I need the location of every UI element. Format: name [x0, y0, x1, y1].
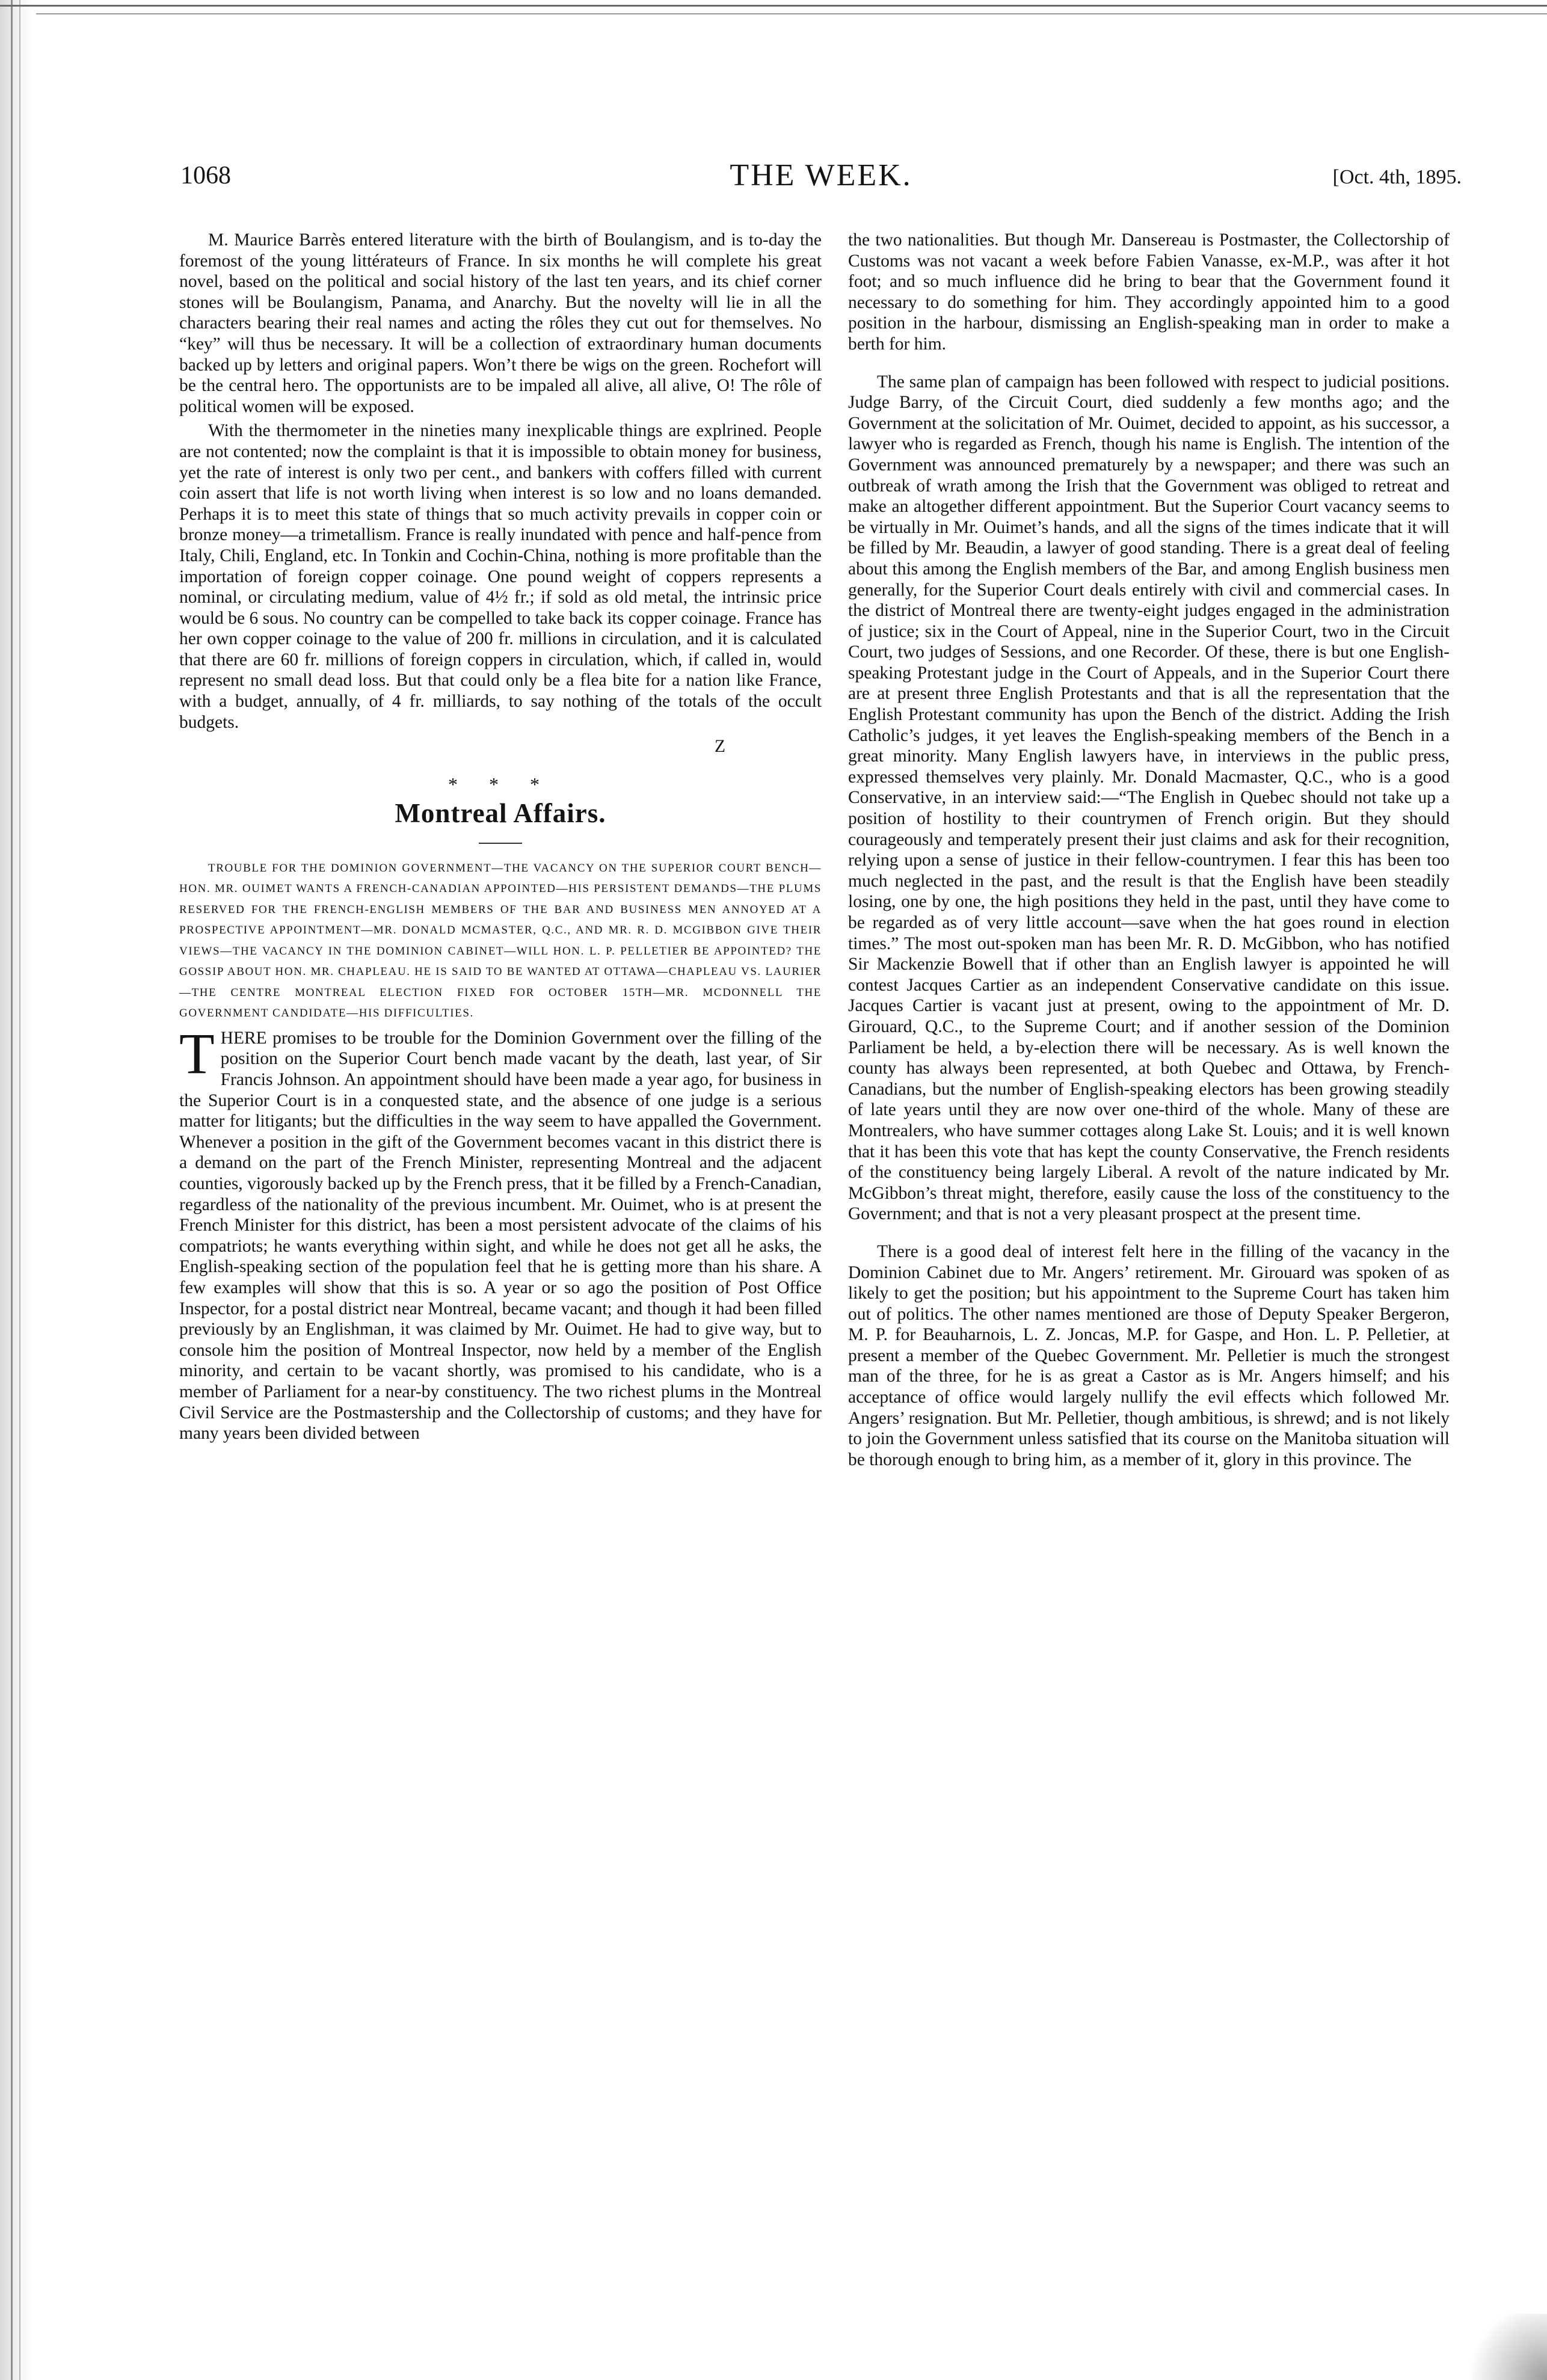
title-rule — [479, 843, 522, 844]
scan-corner-smudge — [1457, 2314, 1547, 2380]
section-separator: * * * — [448, 773, 553, 795]
issue-date: [Oct. 4th, 1895. — [1332, 166, 1462, 188]
left-column — [179, 230, 822, 1444]
page-number: 1068 — [180, 162, 231, 189]
masthead — [180, 158, 1462, 200]
publication-title: THE WEEK. — [730, 158, 912, 192]
drop-cap: T — [179, 1021, 215, 1086]
right-column — [848, 230, 1450, 1470]
scan-top-rule — [0, 5, 1547, 7]
binding-line — [11, 0, 13, 2380]
paragraph: M. Maurice Barrès entered literature with the birth of Boulangism, and is to-day the foremost of the young littérateurs of France. In six months he will complete his great novel, based on the political and social history of the last ten years, and its chief corner stones will be Boulangism, Panama, and Anarchy. But the novelty will lie in all the characters bearing their real names and acting the rôles they cut out for themselves. No “key” will thus be necessary. It will be a collection of extraordinary human documents backed up by letters and original papers. Won’t there be wigs on the green. Rochefort will be the central hero. The opportunists are to be impaled all alive, all alive, O! The rôle of political women will be exposed. — [179, 230, 822, 416]
article-opening — [179, 1021, 822, 1444]
article-summary: TROUBLE FOR THE DOMINION GOVERNMENT—THE VACANCY ON THE SUPERIOR COURT BENCH—HON. MR. OUIMET WANTS A FRENCH-CANADIAN APPOINTED—HIS PERSISTENT DEMANDS—THE PLUMS RESERVED FOR THE FRENCH-ENGLISH MEMBERS OF THE BAR AND BUSINESS MEN ANNOYED AT A PROSPECTIVE APPOINTMENT—MR. DONALD MCMASTER, Q.C., AND MR. R. D. MCGIBBON GIVE THEIR VIEWS—THE VACANCY IN THE DOMINION CABINET—WILL HON. L. P. PELLETIER BE APPOINTED? THE GOSSIP ABOUT HON. MR. CHAPLEAU. HE IS SAID TO BE WANTED AT OTTAWA—CHAPLEAU VS. LAURIER—THE CENTRE MONTREAL ELECTION FIXED FOR OCTOBER 15TH—MR. MCDONNELL THE GOVERNMENT CANDIDATE—HIS DIFFICULTIES. — [179, 861, 822, 1020]
binding-line — [19, 0, 20, 2380]
paragraph: With the thermometer in the nineties many inexplicable things are explrined. People are not contented; now the complaint is that it is impossible to obtain money for business, yet the rate of interest is only two per cent., and bankers with coffers filled with current coin assert that life is not worth living when interest is so low and no loans demanded. Perhaps it is to meet this state of things that so much activity prevails in copper coin or bronze money—a trimetallism. France is really inundated with pence and half-pence from Italy, Chili, England, etc. In Tonkin and Cochin-China, nothing is more profitable than the importation of foreign copper coinage. One pound weight of coppers represents a nominal, or circulating medium, value of 4½ fr.; if sold as old metal, the intrinsic price would be 6 sous. No country can be compelled to take back its copper coinage. France has her own copper coinage to the value of 200 fr. millions in circulation, and it is calculated that there are 60 fr. millions of foreign coppers in circulation, which, if called in, would represent no small dead loss. But that could only be a flea bite for a nation like France, with a budget, annually, of 4 fr. milliards, to say nothing of the totals of the occult budgets. — [179, 421, 822, 732]
paragraph: the two nationalities. But though Mr. Dansereau is Postmaster, the Collectorship of Customs was not vacant a week before Fabien Vanasse, ex-M.P., was after it hot foot; and so much influence did he bring to bear that the Government found it necessary to do something for him. They accordingly appointed him to a good position in the harbour, dismissing an English-speaking man in order to make a berth for him. — [848, 230, 1450, 354]
article-opening-text: HERE promises to be trouble for the Dominion Government over the filling of the position on the Superior Court bench made vacant by the death, last year, of Sir Francis Johnson. An appointment should have been made a year ago, for business in the Superior Court is in a conquested state, and the absence of one judge is a serious matter for litigants; but the difficulties in the way seem to have appalled the Government. Whenever a position in the gift of the Government becomes vacant in this district there is a demand on the part of the French Minister, representing Montreal and the adjacent counties, vigorously backed up by the French press, that it be filled by a French-Canadian, regardless of the nationality of the previous incumbent. Mr. Ouimet, who is at present the French Minister for this district, has been a most persistent advocate of the claims of his compatriots; he wants everything within sight, and while he does not get all he asks, the English-speaking section of the population feel that he is getting more than his share. A few examples will show that this is so. A year or so ago the position of Post Office Inspector, for a postal district near Montreal, became vacant; and though it had been filled previously by an Englishman, it was claimed by Mr. Ouimet. He had to give way, but to console him the position of Montreal Inspector, now held by a member of the English minority, and certain to be vacant shortly, was promised to his candidate, who is a member of Parliament for a near-by constituency. The two richest plums in the Montreal Civil Service are the Postmastership and the Collectorship of customs; and they have for many years been divided between — [179, 1028, 822, 1444]
section-title: Montreal Affairs. — [395, 798, 606, 828]
scan-top-rule — [36, 13, 1547, 14]
author-signoff: Z — [714, 737, 725, 757]
scan-edge-shadow — [0, 0, 34, 2380]
paragraph: There is a good deal of interest felt here in the filling of the vacancy in the Dominion Cabinet due to Mr. Angers’ retirement. Mr. Girouard was spoken of as likely to get the position; but his appointment to the Supreme Court has taken him out of politics. The other names mentioned are those of Deputy Speaker Bergeron, M. P. for Beauharnois, L. Z. Joncas, M.P. for Gaspe, and Hon. L. P. Pelletier, at present a member of the Quebec Government. Mr. Pelletier is much the strongest man of the three, for he is as great a Castor as is Mr. Angers himself; and his acceptance of office would largely nullify the evil effects which followed Mr. Angers’ resignation. But Mr. Pelletier, though ambitious, is shrewd; and is not likely to join the Government unless satisfied that its course on the Manitoba situation will be thorough enough to bring him, as a member of it, glory in this province. The — [848, 1241, 1450, 1469]
paragraph: The same plan of campaign has been followed with respect to judicial positions. Judge Barry, of the Circuit Court, died suddenly a few months ago; and the Government at the solicitation of Mr. Ouimet, decided to appoint, as his successor, a lawyer who is regarded as French, though his name is English. The intention of the Government was announced prematurely by a newspaper; and there was such an outbreak of wrath among the Irish that the Government was obliged to retreat and make an altogether different appointment. But the Superior Court vacancy seems to be virtually in Mr. Ouimet’s hands, and all the signs of the times indicate that it will be filled by Mr. Beaudin, a lawyer of good standing. There is a great deal of feeling about this among the English members of the Bar, and among English business men generally, for the Superior Court deals entirely with civil and commercial cases. In the district of Montreal there are twenty-eight judges engaged in the administration of justice; six in the Court of Appeal, nine in the Superior Court, two in the Circuit Court, two judges of Sessions, and one Recorder. Of these, there is but one English-speaking Protestant judge in the Court of Appeals, and in the Superior Court there are at present three English Protestants and that is all the representation that the English Protestant community has upon the Bench of the district. Adding the Irish Catholic’s judges, it yet leaves the English-speaking members of the Bench in a great minority. Many English lawyers have, in interviews in the public press, expressed themselves very plainly. Mr. Donald Macmaster, Q.C., who is a good Conservative, in an interview said:—“The English in Quebec should not take up a position of hostility to their countrymen of French origin. But they should courageously and temperately present their just claims and ask for their recognition, relying upon a sense of justice in their fellow-countrymen. I fear this has been too much neglected in the past, and the result is that the English have been steadily losing, one by one, the high positions they held in the past, until they have come to be regarded as of very little account—save when the hat goes round in election times.” The most out-spoken man has been Mr. R. D. McGibbon, who has notified Sir Mackenzie Bowell that if other than an English lawyer is appointed he will contest Jacques Cartier as an independent Conservative candidate on this issue. Jacques Cartier is vacant just at present, owing to the appointment of Mr. D. Girouard, Q.C., to the Supreme Court; and if another session of the Dominion Parliament be held, a by-election there will be necessary. As is well known the county has always been represented, at both Quebec and Ottawa, by French-Canadians, but the number of English-speaking electors has been growing steadily of late years until they are now over one-third of the whole. Many of these are Montrealers, who have summer cottages along Lake St. Louis; and it is well known that it has been this vote that has kept the county Conservative, the French residents of the constituency being largely Liberal. A revolt of the nature indicated by Mr. McGibbon’s threat might, therefore, easily cause the loss of the constituency to the Government; and that is not a very pleasant prospect at the present time. — [848, 372, 1450, 1224]
